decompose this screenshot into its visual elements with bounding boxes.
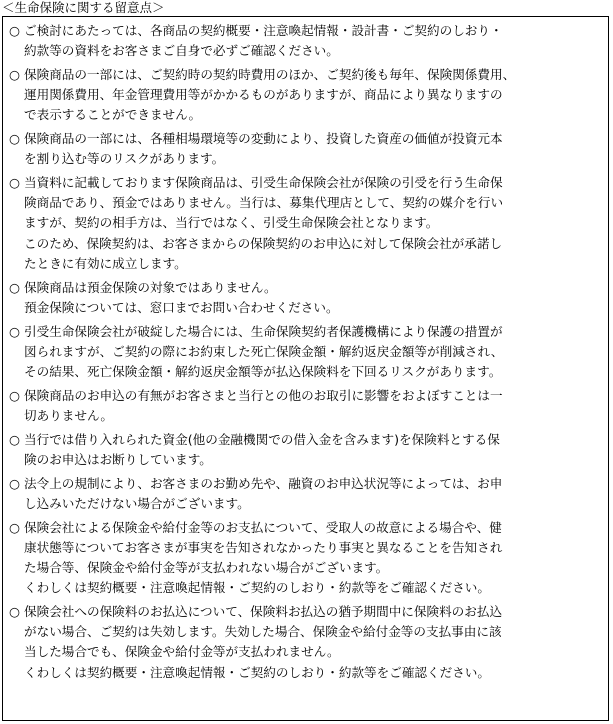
notice-item xyxy=(9,602,602,683)
page-heading: ＜生命保険に関する留意点＞ xyxy=(2,0,165,15)
notice-line: し込みいただけない場合がございます。 xyxy=(24,495,250,511)
notice-line: 預金保険については、窓口までお問い合わせください。 xyxy=(24,299,339,315)
notice-line: このため、保険契約は、お客さまからの保険契約のお申込に対して保険会社が承諾し xyxy=(24,235,503,251)
notice-item-text xyxy=(24,65,602,126)
notice-line: で表示することができません。 xyxy=(24,107,202,123)
notice-line: がない場合、ご契約は失効します。失効した場合、保険金や給付金等の支払事由に該 xyxy=(24,624,502,640)
notice-item-text xyxy=(24,518,602,599)
notice-item-text xyxy=(24,386,602,426)
notice-line: 康状態等についてお客さまが事実を告知されなかったり事実と異なることを告知され xyxy=(24,539,503,555)
notice-item xyxy=(9,430,602,470)
circle-bullet-icon: ○ xyxy=(9,175,20,191)
notice-item xyxy=(9,173,602,274)
notice-line: 保険商品の一部には、ご契約時の契約時費用のほか、ご契約後も毎年、保険関係費用、 xyxy=(24,66,516,82)
notice-line: を割り込む等のリスクがあります。 xyxy=(24,151,225,167)
circle-bullet-icon: ○ xyxy=(9,475,20,491)
notice-line: 法令上の規制により、お客さまのお勤め先や、融資のお申込状況等によっては、お申 xyxy=(24,475,503,491)
notice-item-text xyxy=(24,602,602,683)
notice-line: 引受生命保険会社が破綻した場合には、生命保険契約者保護機構により保護の措置が xyxy=(24,323,503,339)
circle-bullet-icon: ○ xyxy=(9,323,20,339)
circle-bullet-icon: ○ xyxy=(9,431,20,447)
circle-bullet-icon: ○ xyxy=(9,387,20,403)
notice-item-text xyxy=(24,322,602,383)
notice-item-text xyxy=(24,129,602,169)
notice-line: 切ありません。 xyxy=(24,407,113,423)
notice-line: その結果、死亡保険金額・解約返戻金額等が払込保険料を下回るリスクがあります。 xyxy=(24,363,502,379)
notice-line: ますが、契約の相手方は、当行ではなく、引受生命保険会社となります。 xyxy=(24,215,439,231)
circle-bullet-icon: ○ xyxy=(9,519,20,535)
notice-line: ご検討にあたっては、各商品の契約概要・注意喚起情報・設計書・ご契約のしおり・ xyxy=(24,23,503,38)
notice-item-text xyxy=(24,173,602,274)
notice-item xyxy=(9,21,602,61)
notice-item xyxy=(9,322,602,383)
notice-item-text xyxy=(24,278,602,318)
notice-line: 険商品であり、預金ではありません。当行は、募集代理店として、契約の媒介を行い xyxy=(24,195,504,211)
notice-line: 険のお申込はお断りしています。 xyxy=(24,451,212,467)
notice-line: くわしくは契約概要・注意喚起情報・ご契約のしおり・約款等をご確認ください。 xyxy=(24,580,490,596)
notice-line: くわしくは契約概要・注意喚起情報・ご契約のしおり・約款等をご確認ください。 xyxy=(24,664,490,680)
notice-line: 保険会社への保険料のお払込について、保険料お払込の猶予期間中に保険料のお払込 xyxy=(24,604,503,619)
circle-bullet-icon: ○ xyxy=(9,66,20,82)
notice-line: 約款等の資料をお客さまご自身で必ずご確認ください。 xyxy=(24,43,339,59)
notice-line: 保険商品の一部には、各種相場環境等の変動により、投資した資産の価値が投資元本 xyxy=(24,131,503,147)
notice-item xyxy=(9,386,602,426)
circle-bullet-icon: ○ xyxy=(9,279,20,295)
circle-bullet-icon: ○ xyxy=(9,131,20,147)
notice-line: た場合等、保険金や給付金等が支払われない場合がございます。 xyxy=(24,560,389,576)
notice-line: 保険商品のお申込の有無がお客さまと当行との他のお取引に影響をおよぼすことは一 xyxy=(24,387,503,403)
notice-line: たときに有効に成立します。 xyxy=(24,255,187,271)
circle-bullet-icon: ○ xyxy=(9,604,20,619)
circle-bullet-icon: ○ xyxy=(9,23,20,38)
notice-line: 運用関係費用、年金管理費用等がかかるものがありますが、商品により異なりますの xyxy=(24,87,503,103)
notice-item xyxy=(9,129,602,169)
notice-item-text xyxy=(24,21,602,61)
notice-box xyxy=(2,16,609,721)
notice-line: 当資料に記載しております保険商品は、引受生命保険会社が保険の引受を行う生命保 xyxy=(24,175,503,191)
notice-item xyxy=(9,65,602,126)
notice-line: 当した場合でも、保険金や給付金等が支払われません。 xyxy=(24,644,340,660)
notice-item-text xyxy=(24,430,602,470)
notice-item xyxy=(9,278,602,318)
notice-item-text xyxy=(24,474,602,514)
notice-line: 保険会社による保険金や給付金等のお支払について、受取人の故意による場合や、健 xyxy=(24,519,502,535)
notice-line: 図られますが、ご契約の際にお約束した死亡保険金額・解約返戻金額等が削減され、 xyxy=(24,343,504,359)
notice-line: 当行では借り入れられた資金(他の金融機関での借入金を含みます)を保険料とする保 xyxy=(24,431,500,447)
notice-item xyxy=(9,474,602,514)
notice-line: 保険商品は預金保険の対象ではありません。 xyxy=(24,279,277,295)
notice-item xyxy=(9,518,602,599)
